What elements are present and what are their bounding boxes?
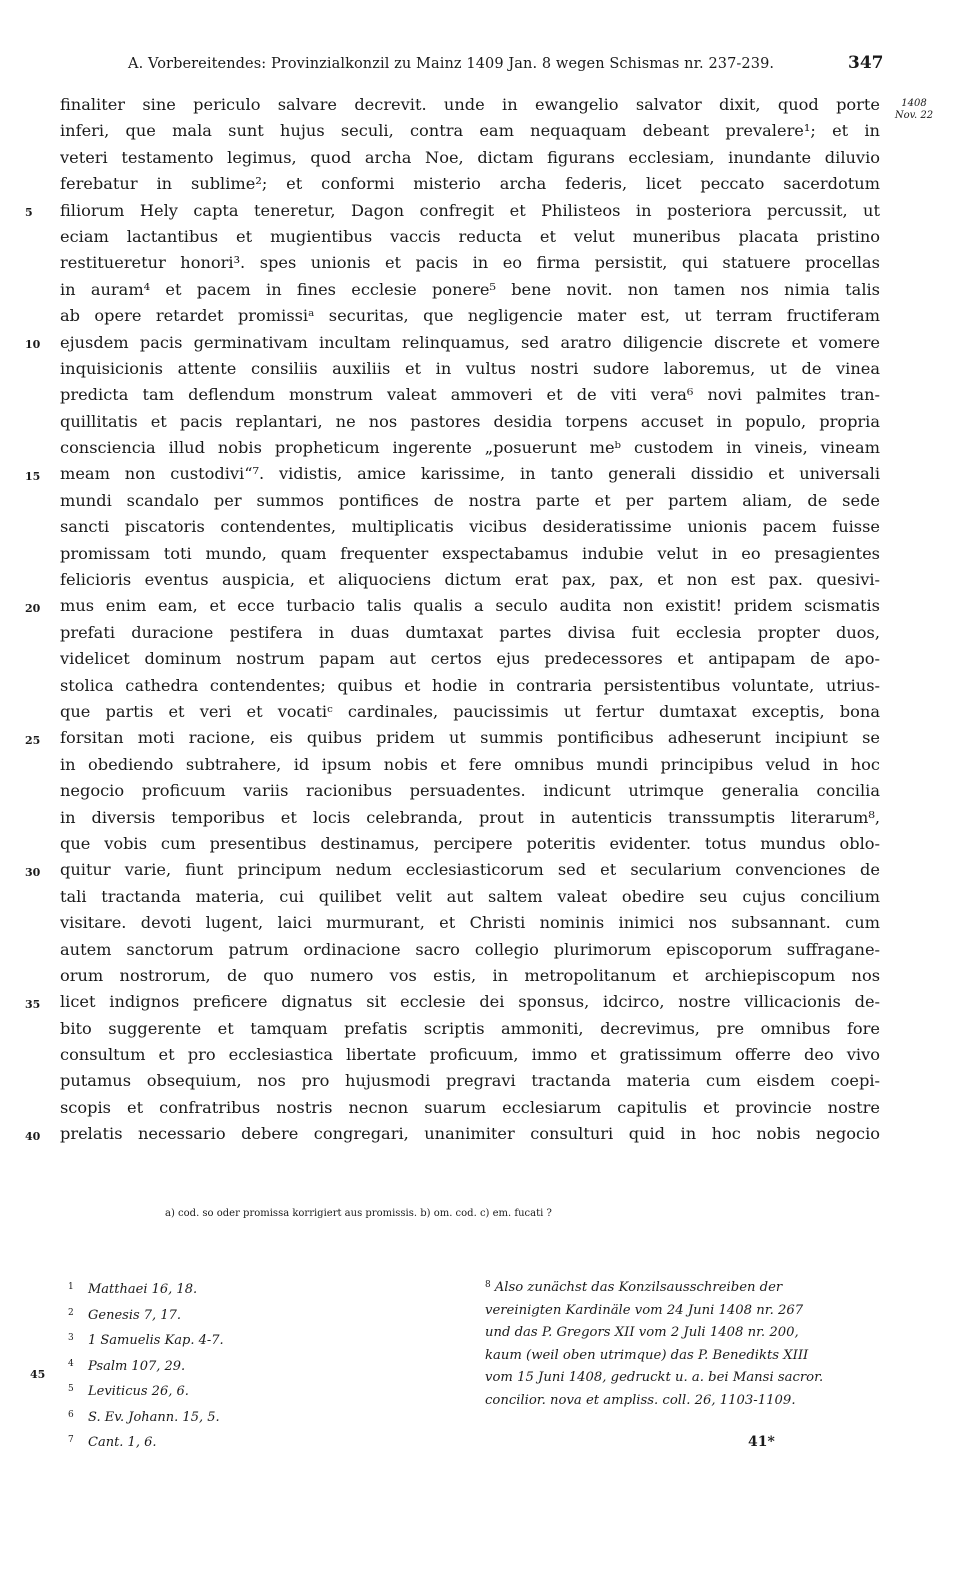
text-line: que vobis cum presentibus destinamus, percipere poteritis evidenter. totus mundus oblo- <box>60 833 880 853</box>
footnote-mark: 4 <box>68 1358 74 1369</box>
page-number: 347 <box>848 53 884 73</box>
footnote-reference: Psalm 107, 29. <box>88 1358 186 1374</box>
footnote-reference: S. Ev. Johann. 15, 5. <box>88 1409 220 1425</box>
text-line: stolica cathedra contendentes; quibus et hodie in contraria persistentibus voluntate, utrius- <box>60 675 880 695</box>
text-line: meam non custodivi“⁷. vidistis, amice karissime, in tanto generali dissidio et universali <box>60 464 880 484</box>
text-line: tali tractanda materia, cui quilibet velit aut saltem valeat obedire seu cujus concilium <box>60 886 880 906</box>
footnote-mark: 5 <box>68 1384 74 1394</box>
text-line: finaliter sine periculo salvare decrevit. unde in ewangelio salvator dixit, quod porte <box>60 95 880 114</box>
text-line: licet indignos preficere dignatus sit ecclesie dei sponsus, idcirco, nostre villicacionis de- <box>60 992 880 1012</box>
text-line: ferebatur in sublime²; et conformi misterio archa federis, licet peccato sacerdotum <box>60 174 880 194</box>
signature-mark: 41* <box>748 1434 775 1450</box>
line-number: 20 <box>25 601 41 615</box>
footnote-right-line: $^8$ Also zunächst das Konzilsausschreiben der <box>485 1280 783 1295</box>
footnote-right-line: und das P. Gregors XII vom 2 Juli 1408 nr. 200, <box>485 1325 799 1340</box>
footnote-left-item <box>68 1378 448 1404</box>
text-line: negocio proficuum variis racionibus persuadentes. indicunt utrimque generalia concilia <box>60 781 880 801</box>
footnote-left-item <box>68 1404 448 1430</box>
footnote-right-line: vom 15 Juni 1408, gedruckt u. a. bei Mansi sacror. <box>485 1370 824 1385</box>
text-line: inquisicionis attente consiliis auxiliis et in vultus nostri sudore laboremus, ut de vinea <box>60 358 880 378</box>
margin-date-day: Nov. 22 <box>894 110 934 121</box>
footnote-reference: Matthaei 16, 18. <box>88 1282 198 1297</box>
text-line: consciencia illud nobis propheticum ingerente „posuerunt meᵇ custodem in vineis, vineam <box>60 438 880 458</box>
footnote-left-item <box>68 1353 448 1379</box>
text-line: restitueretur honori³. spes unionis et pacis in eo firma persistit, qui statuere procellas <box>60 253 880 273</box>
text-line: scopis et confratribus nostris necnon suarum ecclesiarum capitulis et provincie nostre <box>60 1097 880 1117</box>
text-line: videlicet dominum nostrum papam aut certos ejus predecessores et antipapam de apo- <box>60 649 880 669</box>
footnote-right-line: kaum (weil oben utrimque) das P. Benedikts XIII <box>485 1347 809 1363</box>
main-text <box>60 92 880 1148</box>
line-number: 15 <box>25 469 41 483</box>
text-line: felicioris eventus auspicia, et aliquociens dictum erat pax, pax, et non est pax. quesivi- <box>60 570 880 590</box>
footnote-mark: 1 <box>68 1282 74 1292</box>
footnote-right-line: vereinigten Kardinäle vom 24 Juni 1408 nr. 267 <box>485 1302 804 1318</box>
footnote-mark: 2 <box>68 1307 74 1318</box>
footnote-mark: 7 <box>68 1435 74 1445</box>
footnote-mark: 8 <box>485 1280 491 1290</box>
text-line: quitur varie, fiunt principum nedum ecclesiasticorum sed et secularium convenciones de <box>60 860 880 880</box>
text-line: forsitan moti racione, eis quibus pridem ut summis pontificibus adheserunt incipiunt se <box>60 728 880 748</box>
text-line: bito suggerente et tamquam prefatis scriptis ammoniti, decrevimus, pre omnibus fore <box>60 1018 880 1038</box>
footnotes-left <box>68 1276 448 1455</box>
text-line: prefati duracione pestifera in duas dumtaxat partes divisa fuit ecclesia propter duos, <box>60 622 880 642</box>
footnote-left-item <box>68 1302 448 1328</box>
text-line: inferi, que mala sunt hujus seculi, contra eam nequaquam debeant prevalere¹; et in <box>60 121 880 141</box>
text-line: putamus obsequium, nos pro hujusmodi pregravi tractanda materia cum eisdem coepi- <box>60 1071 880 1091</box>
footnote-left-item <box>68 1429 448 1455</box>
footnote-reference: Cant. 1, 6. <box>88 1435 157 1450</box>
footnote-right <box>485 1274 885 1412</box>
line-number: 5 <box>25 205 33 219</box>
text-line: ab opere retardet promissiᵃ securitas, que negligencie mater est, ut terram fructiferam <box>60 306 880 326</box>
line-number: 30 <box>25 865 41 879</box>
footnote-reference: Genesis 7, 17. <box>88 1307 181 1323</box>
text-line: eciam lactantibus et mugientibus vaccis reducta et velut muneribus placata pristino <box>60 226 880 246</box>
line-number: 10 <box>25 337 41 351</box>
footnote-left-item <box>68 1276 448 1302</box>
text-line: orum nostrorum, de quo numero vos estis, in metropolitanum et archiepiscopum nos <box>60 965 880 985</box>
footnote-reference: Leviticus 26, 6. <box>88 1384 189 1399</box>
text-line: ejusdem pacis germinativam incultam relinquamus, sed aratro diligencie discrete et vomere <box>60 332 880 352</box>
text-line: quillitatis et pacis replantari, ne nos pastores desidia torpens accuset in populo, propria <box>60 411 880 431</box>
text-line: mus enim eam, et ecce turbacio talis qualis a seculo audita non existit! pridem scismatis <box>60 596 880 616</box>
footnote-mark: 6 <box>68 1409 74 1420</box>
text-line: veteri testamento legimus, quod archa Noe, dictam figurans ecclesiam, inundante diluvio <box>60 147 880 167</box>
running-head: A. Vorbereitendes: Provinzialkonzil zu Mainz 1409 Jan. 8 wegen Schismas nr. 237-239. <box>128 56 775 72</box>
footnote-line-number: 45 <box>30 1368 46 1381</box>
text-line: promissam toti mundo, quam frequenter exspectabamus indubie velut in eo presagientes <box>60 543 880 563</box>
line-number: 35 <box>25 997 41 1011</box>
footnote-right-line: concilior. nova et ampliss. coll. 26, 1103-1109. <box>485 1392 796 1408</box>
text-line: in diversis temporibus et locis celebranda, prout in autenticis transsumptis literarum⁸, <box>60 807 880 827</box>
line-number: 25 <box>25 733 41 747</box>
margin-date-year: 1408 <box>901 98 927 109</box>
text-line: que partis et veri et vocatiᶜ cardinales, paucissimis ut fertur dumtaxat exceptis, bona <box>60 701 880 721</box>
line-number: 40 <box>25 1129 41 1143</box>
margin-date <box>884 98 944 122</box>
text-line: autem sanctorum patrum ordinacione sacro collegio plurimorum episcoporum suffragane- <box>60 939 880 959</box>
text-line: sancti piscatoris contendentes, multiplicatis vicibus desideratissime unionis pacem fuisse <box>60 517 880 537</box>
footnote-reference: 1 Samuelis Kap. 4-7. <box>88 1333 224 1348</box>
text-line: prelatis necessario debere congregari, unanimiter consulturi quid in hoc nobis negocio <box>60 1124 880 1144</box>
footnote-mark: 3 <box>68 1333 74 1343</box>
textual-notes: a) cod. so oder promissa korrigiert aus promissis. b) om. cod. c) em. fucati ? <box>165 1208 552 1219</box>
text-line: in auram⁴ et pacem in fines ecclesie ponere⁵ bene novit. non tamen nos nimia talis <box>60 279 880 299</box>
text-line: in obediendo subtrahere, id ipsum nobis et fere omnibus mundi principibus velud in hoc <box>60 754 880 774</box>
text-line: visitare. devoti lugent, laici murmurant, et Christi nominis inimici nos subsannant. cum <box>60 913 880 933</box>
text-line: consultum et pro ecclesiastica libertate proficuum, immo et gratissimum offerre deo vivo <box>60 1045 880 1065</box>
text-line: filiorum Hely capta teneretur, Dagon confregit et Philisteos in posteriora percussit, ut <box>60 200 880 220</box>
text-line: mundi scandalo per summos pontifices de nostra parte et per partem aliam, de sede <box>60 490 880 510</box>
text-line: predicta tam deflendum monstrum valeat ammoveri et de viti vera⁶ novi palmites tran- <box>60 385 880 405</box>
footnote-left-item <box>68 1327 448 1353</box>
